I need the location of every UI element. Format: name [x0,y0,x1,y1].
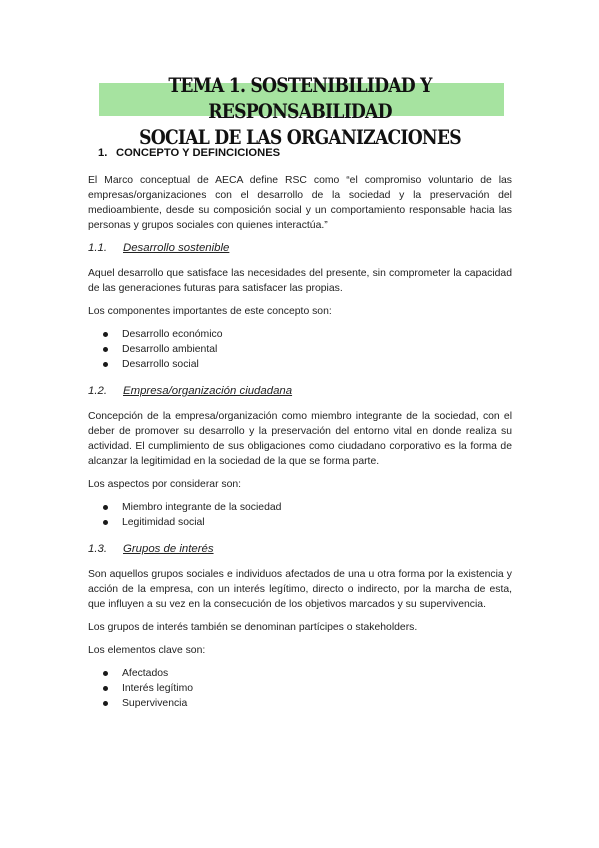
list-item-text: Desarrollo social [122,359,199,370]
subsection-title: Grupos de interés [123,543,214,555]
paragraph: Concepción de la empresa/organización como miembro integrante de la sociedad, con el deber de promover su desarrollo y la preservación del entorno vital en donde realiza su actividad. El cumplimiento de sus obligaciones como ciudadano corporativo es la forma de alcanzar la legitimidad en la sociedad de la que se forma parte. [88,411,512,467]
bullet-list [88,666,512,711]
list-item [88,666,512,681]
bullet-icon [103,332,108,337]
paragraph: Aquel desarrollo que satisface las necesidades del presente, sin comprometer la capacidad de las generaciones futuras para satisfacer las propias. [88,268,512,294]
list-item-text: Interés legítimo [122,683,194,694]
list-item-text: Legitimidad social [122,517,205,528]
bullet-icon [103,362,108,367]
bullet-icon [103,347,108,352]
paragraph: Los grupos de interés también se denominan partícipes o stakeholders. [88,622,418,633]
subsection-heading-1-1 [88,241,512,256]
list-item [88,696,512,711]
document-title [119,72,480,150]
paragraph: Los componentes importantes de este concepto son: [88,306,332,317]
bullet-icon [103,701,108,706]
paragraph: Los elementos clave son: [88,645,206,656]
bullet-icon [103,505,108,510]
title-line-2: SOCIAL DE LAS ORGANIZACIONES [139,125,461,149]
list-item-text: Afectados [122,668,169,679]
document-body [88,146,512,723]
section-heading-text: CONCEPTO Y DEFINCICIONES [116,147,281,159]
list-item-text: Desarrollo económico [122,329,223,340]
bullet-icon [103,520,108,525]
subsection-heading-1-2 [88,384,512,399]
subsection-title: Desarrollo sostenible [123,242,230,254]
list-item [88,342,512,357]
section-heading [98,146,512,161]
list-item [88,327,512,342]
subsection-number: 1.3. [88,543,107,555]
subsection-number: 1.2. [88,385,107,397]
bullet-icon [103,671,108,676]
bullet-list [88,327,512,372]
paragraph: Son aquellos grupos sociales e individuos afectados de una u otra forma por la existencia y acción de la empresa, con un interés legítimo, directo o indirecto, por la marcha de esta, que influyen a su vez en la consecución de los objetivos marcados y su supervivencia. [88,569,512,610]
list-item-text: Desarrollo ambiental [122,344,218,355]
subsection-number: 1.1. [88,242,107,254]
section-number: 1. [98,147,108,159]
subsection-title: Empresa/organización ciudadana [123,385,293,397]
list-item [88,681,512,696]
list-item [88,500,512,515]
list-item [88,357,512,372]
bullet-icon [103,686,108,691]
list-item-text: Supervivencia [122,698,188,709]
title-line-1: TEMA 1. SOSTENIBILIDAD Y RESPONSABILIDAD [168,73,432,123]
intro-paragraph: El Marco conceptual de AECA define RSC como “el compromiso voluntario de las empresas/organizaciones con el desarrollo de la sociedad y la preservación del medioambiente, desde su composición social y un comportamiento responsable hacia las personas y grupos sociales con quienes interactúa.” [88,175,512,231]
subsection-heading-1-3 [88,542,512,557]
list-item [88,515,512,530]
bullet-list [88,500,512,530]
paragraph: Los aspectos por considerar son: [88,479,242,490]
list-item-text: Miembro integrante de la sociedad [122,502,282,513]
